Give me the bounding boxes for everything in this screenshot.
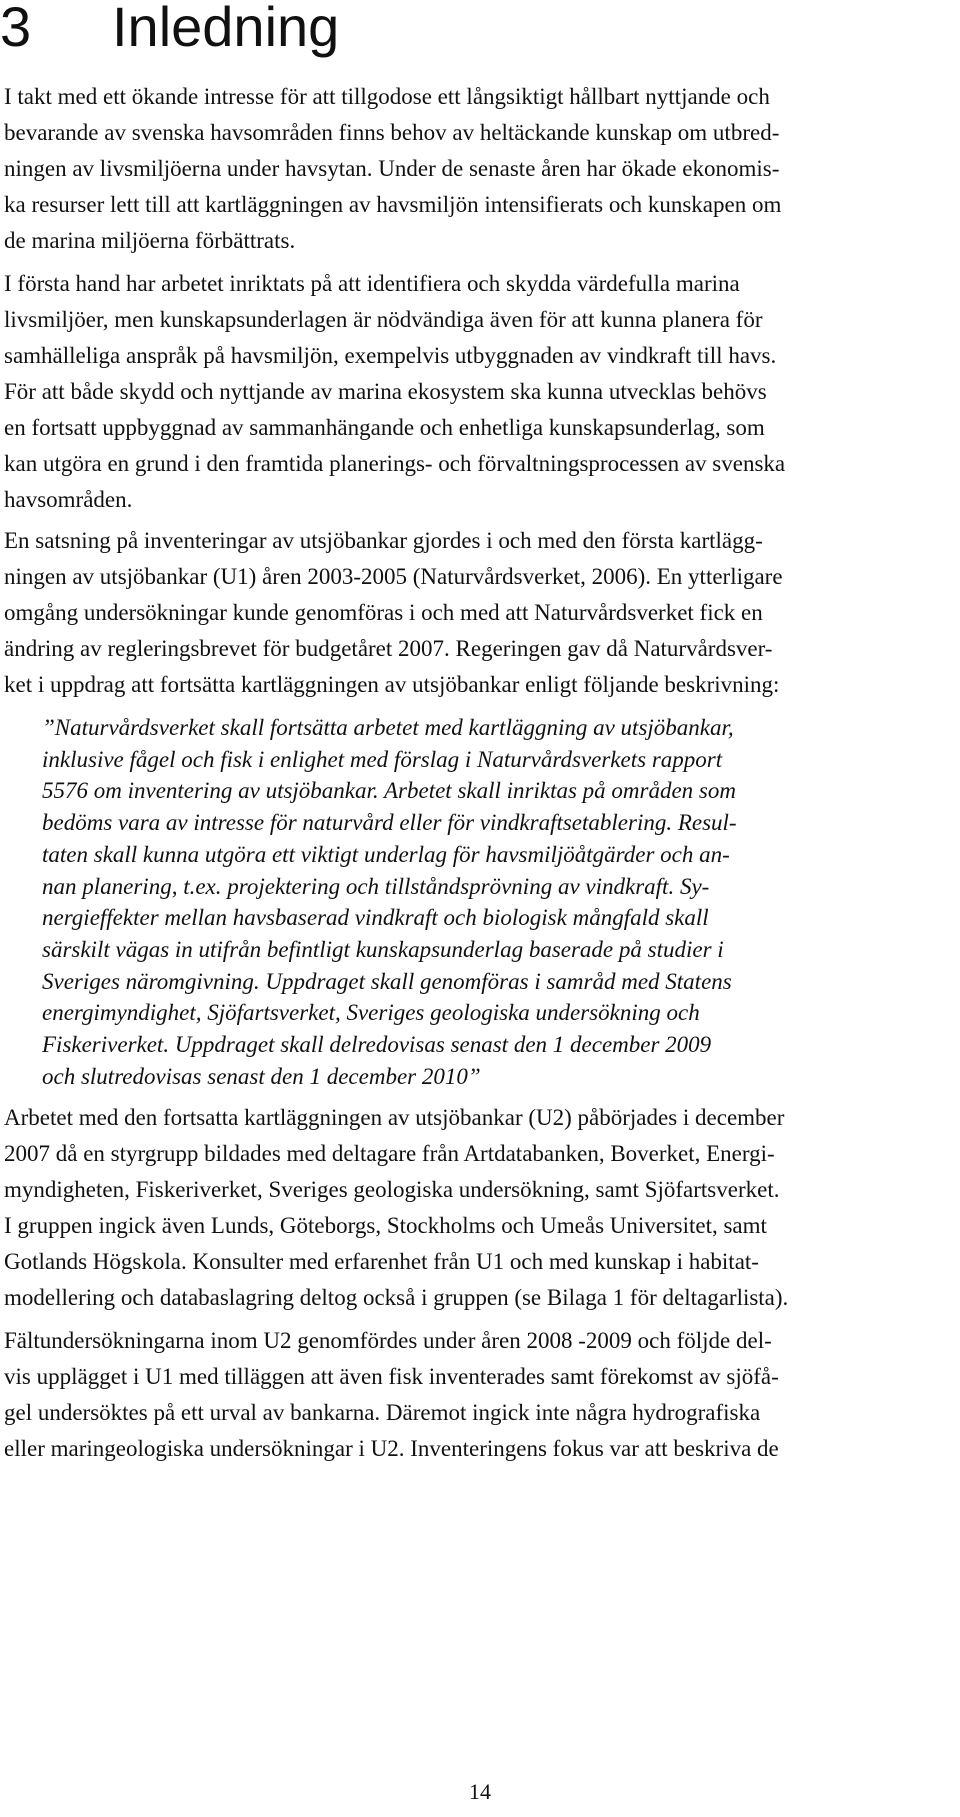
- text-line: gel undersöktes på ett urval av bankarna. Däremot ingick inte några hydrografiska: [4, 1400, 761, 1425]
- quote-line: ”Naturvårdsverket skall fortsätta arbetet med kartläggning av utsjöbankar,: [42, 715, 734, 740]
- text-line: myndigheten, Fiskeriverket, Sveriges geologiska undersökning, samt Sjöfartsverket.: [4, 1177, 780, 1202]
- text-line: en fortsatt uppbyggnad av sammanhängande och enhetliga kunskapsunderlag, som: [4, 415, 765, 440]
- text-line: ka resurser lett till att kartläggningen av havsmiljön intensifierats och kunskapen om: [4, 192, 782, 217]
- paragraph-fieldwork: [4, 1323, 960, 1467]
- text-line: bevarande av svenska havsområden finns behov av heltäckande kunskap om utbred-: [4, 120, 780, 145]
- quote-line: 5576 om inventering av utsjöbankar. Arbetet skall inriktas på områden som: [42, 778, 736, 804]
- text-line: ningen av livsmiljöerna under havsytan. Under de senaste åren har ökade ekonomis-: [4, 156, 780, 181]
- text-line: kan utgöra en grund i den framtida planerings- och förvaltningsprocessen av svenska: [4, 451, 786, 476]
- paragraph-intro: [4, 79, 960, 259]
- text-line: En satsning på inventeringar av utsjöbankar gjordes i och med den första kartlägg-: [4, 528, 763, 553]
- quote-line: särskilt vägas in utifrån befintligt kunskapsunderlag baserade på studier i: [42, 936, 724, 962]
- text-line: omgång undersökningar kunde genomföras i och med att Naturvårdsverket fick en: [4, 600, 763, 625]
- quote-line: nergieffekter mellan havsbaserad vindkraft och biologisk mångfald skall: [42, 905, 709, 931]
- quote-line: Fiskeriverket. Uppdraget skall delredovisas senast den 1 december 2009: [42, 1032, 712, 1058]
- text-line: Arbetet med den fortsatta kartläggningen av utsjöbankar (U2) påbörjades i december: [4, 1105, 785, 1130]
- text-line: havsområden.: [4, 487, 133, 512]
- text-line: Fältundersökningarna inom U2 genomfördes under åren 2008 -2009 och följde del-: [4, 1328, 772, 1353]
- chapter-title: Inledning: [112, 0, 340, 58]
- text-line: I första hand har arbetet inriktats på att identifiera och skydda värdefulla marina: [4, 271, 740, 296]
- quote-line: Sveriges näromgivning. Uppdraget skall genomföras i samråd med Statens: [42, 968, 732, 994]
- text-line: samhälleliga anspråk på havsmiljön, exempelvis utbyggnaden av vindkraft till havs.: [4, 343, 777, 368]
- text-line: de marina miljöerna förbättrats.: [4, 228, 296, 253]
- text-line: För att både skydd och nyttjande av marina ekosystem ska kunna utvecklas behövs: [4, 379, 767, 404]
- text-line: ändring av regleringsbrevet för budgetåret 2007. Regeringen gav då Naturvårdsver-: [4, 636, 773, 661]
- quote-line: inklusive fågel och fisk i enlighet med förslag i Naturvårdsverkets rapport: [42, 746, 723, 772]
- text-line: eller maringeologiska undersökningar i U2. Inventeringens fokus var att beskriva de: [4, 1436, 779, 1461]
- text-line: 2007 då en styrgrupp bildades med deltagare från Artdatabanken, Boverket, Energi-: [4, 1141, 775, 1166]
- chapter-number: 3: [0, 0, 32, 58]
- quote-line: taten skall kunna utgöra ett viktigt underlag för havsmiljöåtgärder och an-: [42, 841, 730, 867]
- text-line: ningen av utsjöbankar (U1) åren 2003-2005 (Naturvårdsverket, 2006). En ytterligare: [4, 564, 783, 589]
- quote-line: bedöms vara av intresse för naturvård eller för vindkraftsetablering. Resul-: [42, 810, 737, 836]
- quote-line: energimyndighet, Sjöfartsverket, Sveriges geologiska undersökning och: [42, 1000, 700, 1026]
- paragraph-u2-start: [4, 1100, 960, 1316]
- text-line: livsmiljöer, men kunskapsunderlagen är nödvändiga även för att kunna planera för: [4, 307, 763, 332]
- government-assignment-quote: [42, 712, 912, 1092]
- page-number: 14: [469, 1779, 491, 1804]
- paragraph-inventory: [4, 523, 960, 703]
- text-line: vis upplägget i U1 med tilläggen att även fisk inventerades samt förekomst av sjöfå-: [4, 1364, 779, 1389]
- text-line: modellering och databaslagring deltog också i gruppen (se Bilaga 1 för deltagarlista).: [4, 1285, 789, 1310]
- text-line: Gotlands Högskola. Konsulter med erfarenhet från U1 och med kunskap i habitat-: [4, 1249, 759, 1274]
- chapter-heading: [0, 0, 339, 60]
- text-line: I takt med ett ökande intresse för att tillgodose ett långsiktigt hållbart nyttjande och: [4, 84, 770, 109]
- text-line: I gruppen ingick även Lunds, Göteborgs, Stockholms och Umeås Universitet, samt: [4, 1213, 767, 1238]
- quote-line: och slutredovisas senast den 1 december 2010”: [42, 1063, 481, 1089]
- paragraph-purpose: [4, 266, 960, 518]
- text-line: ket i uppdrag att fortsätta kartläggningen av utsjöbankar enligt följande beskrivning:: [4, 672, 780, 697]
- quote-line: nan planering, t.ex. projektering och tillståndsprövning av vindkraft. Sy-: [42, 873, 710, 899]
